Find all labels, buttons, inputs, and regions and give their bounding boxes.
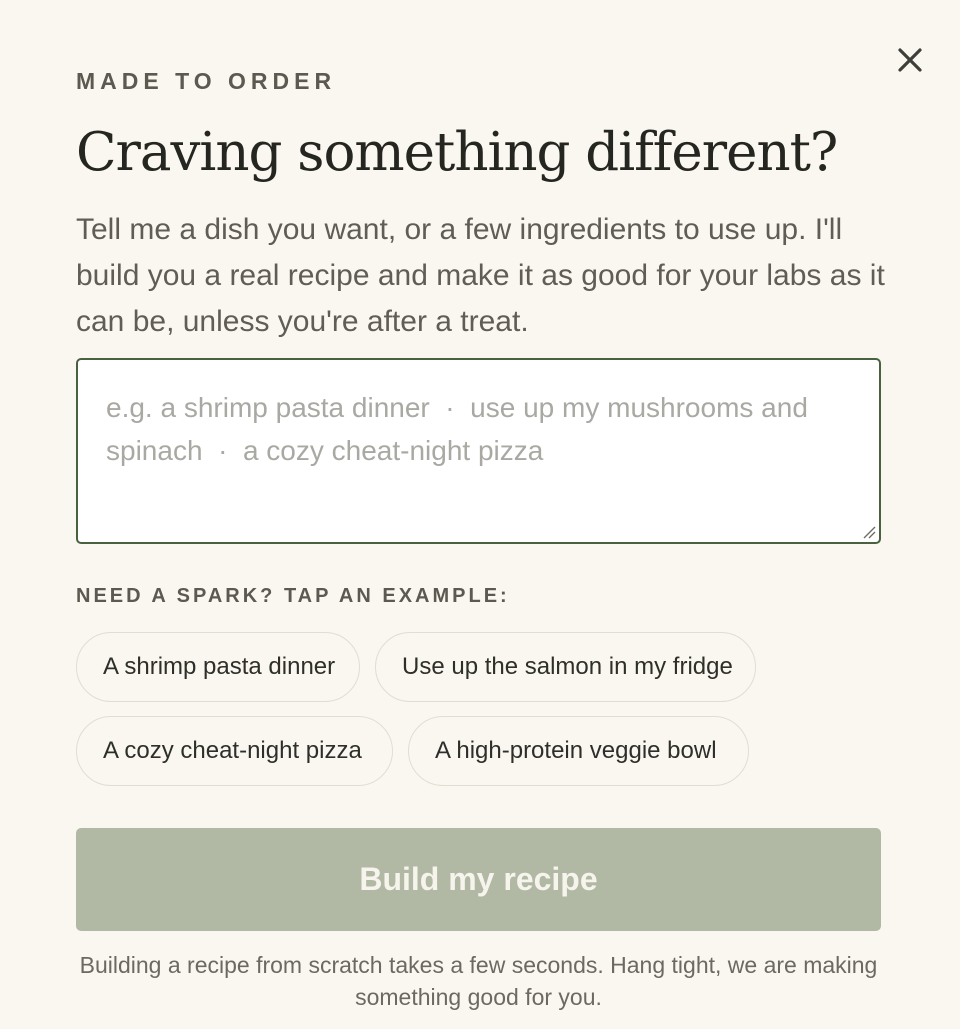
example-chip-veggie-bowl[interactable]: A high-protein veggie bowl — [408, 716, 749, 786]
loading-footnote: Building a recipe from scratch takes a few seconds. Hang tight, we are making something good for you. — [79, 952, 878, 1010]
example-chip-pizza[interactable]: A cozy cheat-night pizza — [76, 716, 393, 786]
build-recipe-button[interactable]: Build my recipe — [76, 828, 881, 931]
examples-label: NEED A SPARK? TAP AN EXAMPLE: — [76, 585, 510, 607]
example-chip-shrimp-pasta[interactable]: A shrimp pasta dinner — [76, 632, 360, 702]
dish-input-container — [76, 358, 881, 544]
intro-text: Tell me a dish you want, or a few ingredients to use up. I'll build you a real recipe and make it as good for your labs as it can be, unless you're after a treat. — [76, 213, 885, 338]
close-button[interactable] — [892, 42, 928, 78]
close-icon — [892, 42, 928, 78]
example-chip-salmon[interactable]: Use up the salmon in my fridge — [375, 632, 756, 702]
eyebrow-label: MADE TO ORDER — [76, 68, 337, 94]
page-title: Craving something different? — [76, 122, 838, 183]
dish-input[interactable] — [78, 360, 879, 542]
resize-handle-icon[interactable] — [862, 525, 876, 539]
